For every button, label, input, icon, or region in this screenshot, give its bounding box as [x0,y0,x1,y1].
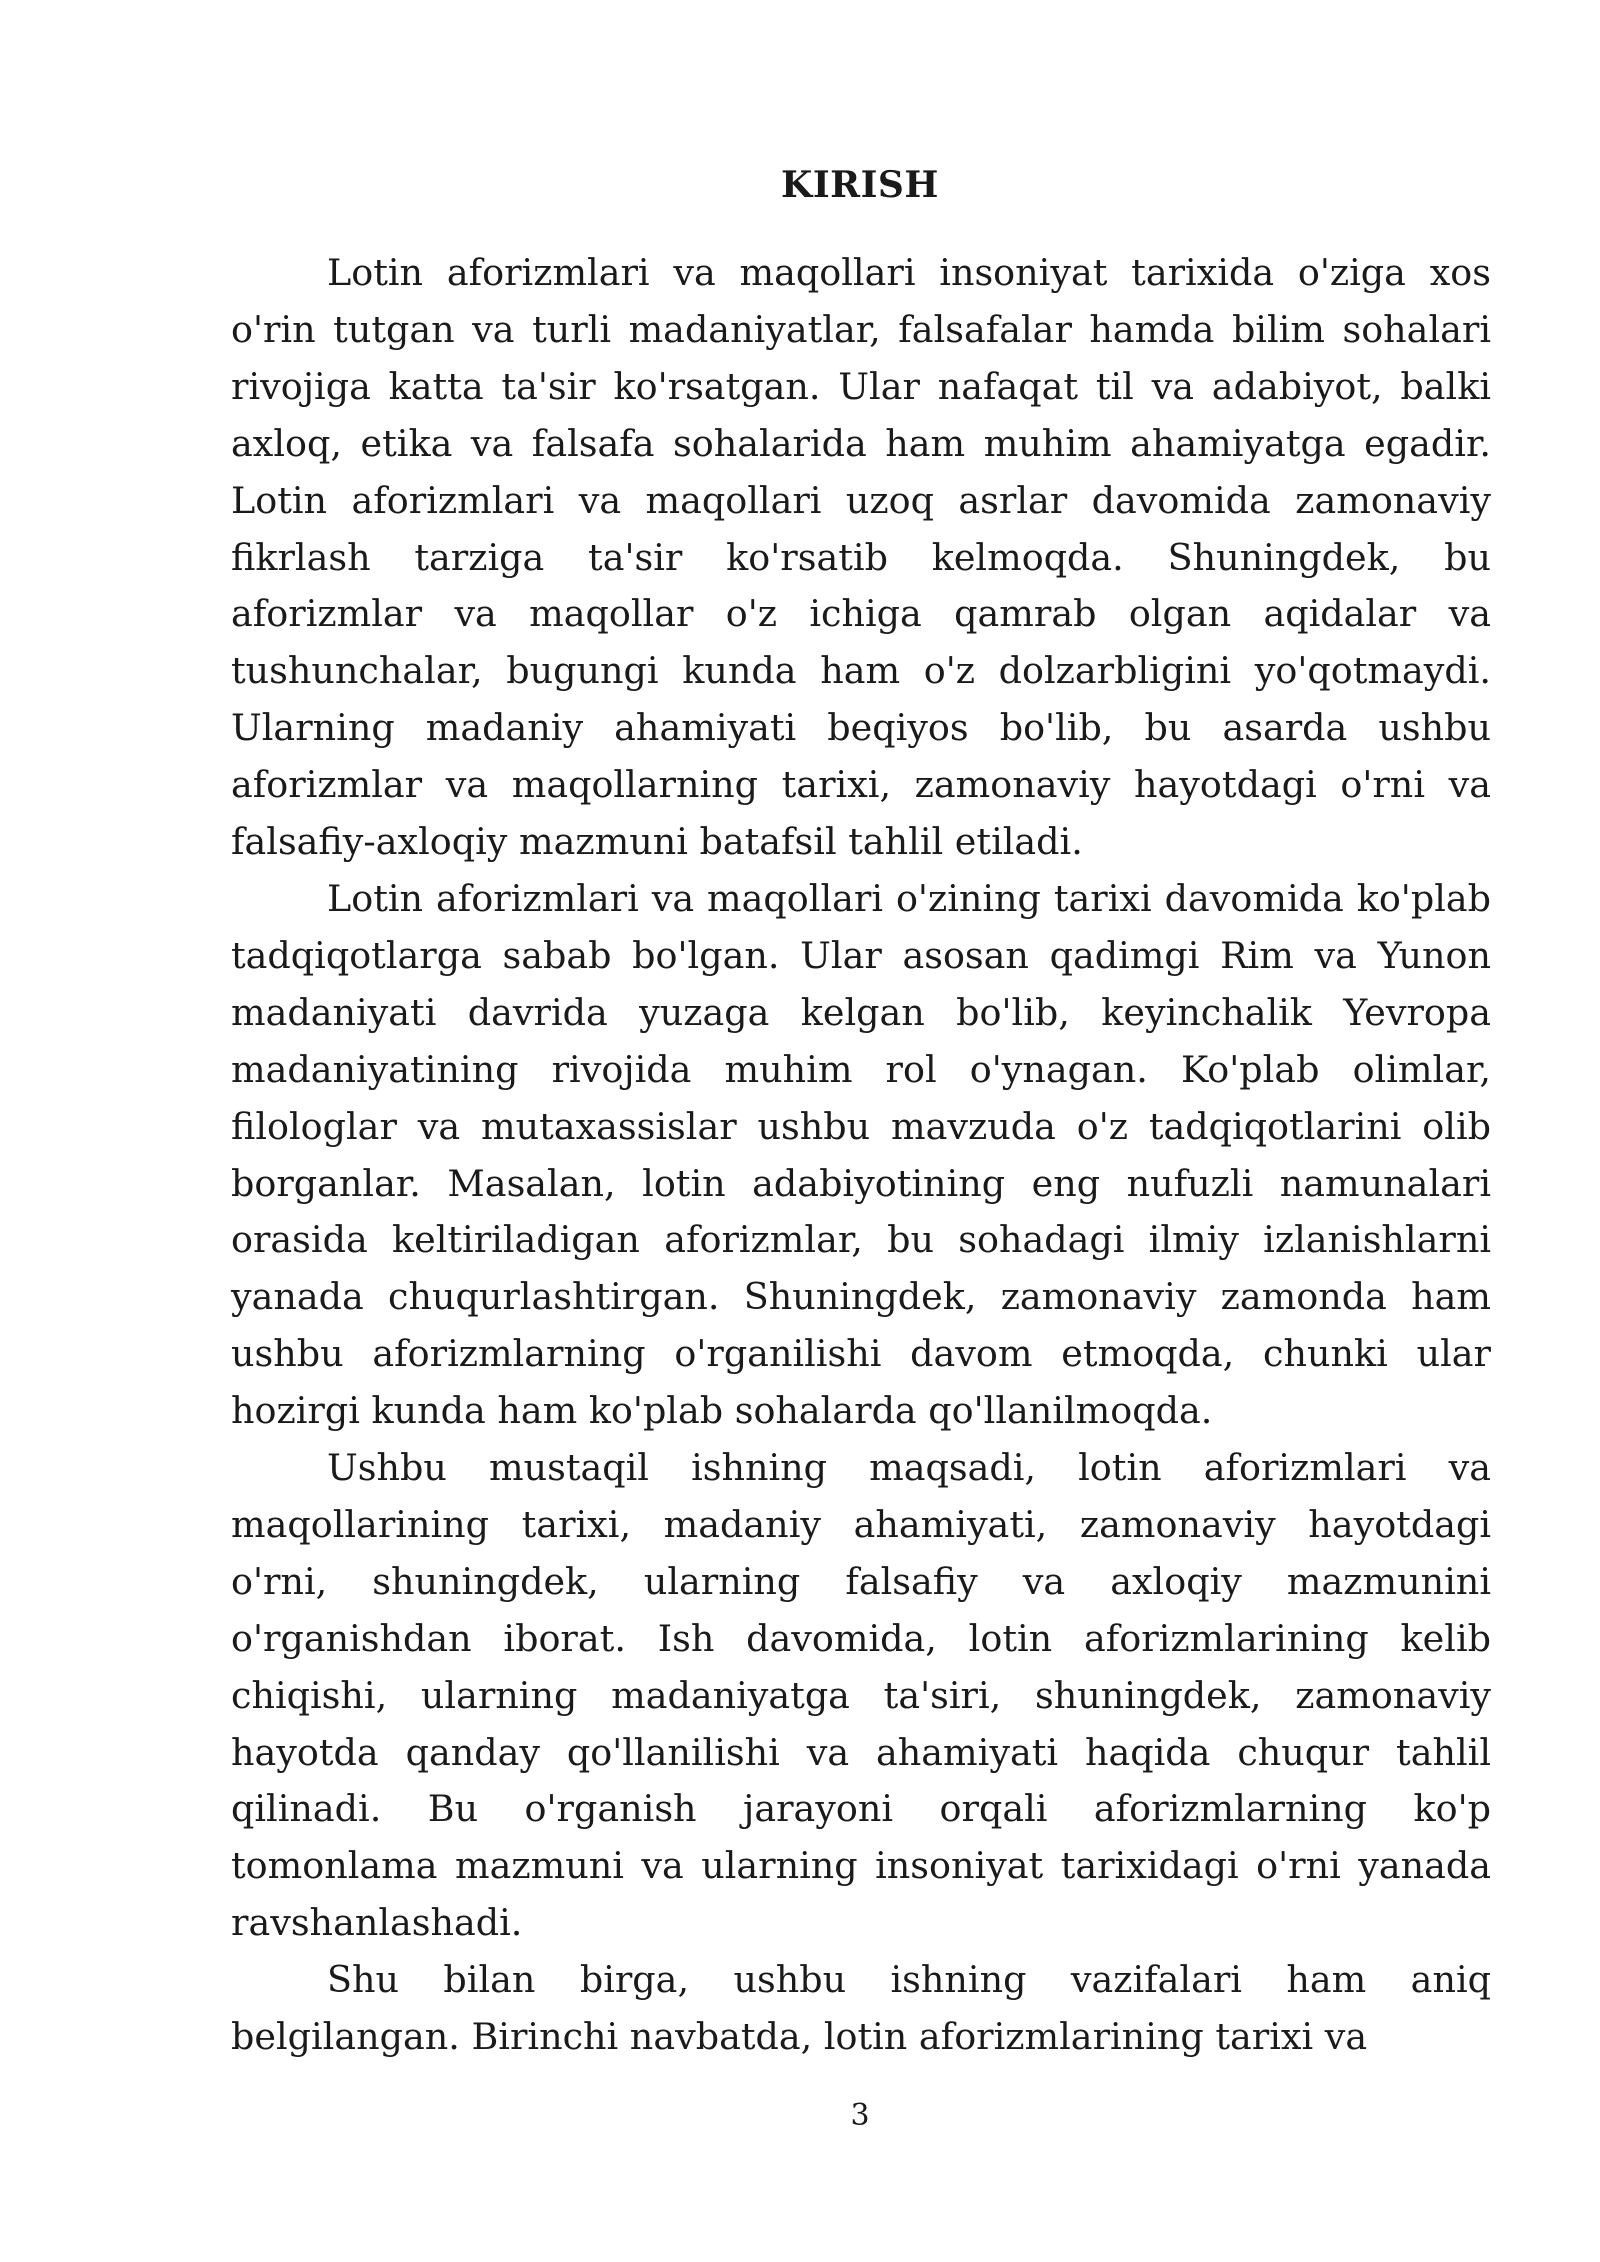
page-number: 3 [850,2098,870,2133]
body-text [231,245,1491,2066]
paragraph: Lotin aforizmlari va maqollari o'zining tarixi davomida ko'plab tadqiqotlarga sabab bo'lgan. Ular asosan qadimgi Rim va Yunon madaniyati davrida yuzaga kelgan bo'lib, keyinchalik Yevropa madaniyatining rivojida muhim rol o'ynagan. Ko'plab olimlar, filologlar va mutaxassislar ushbu mavzuda o'z tadqiqotlarini olib borganlar. Masalan, lotin adabiyotining eng nufuzli namunalari orasida keltiriladigan aforizmlar, bu sohadagi ilmiy izlanishlarni yanada chuqurlashtirgan. Shuningdek, zamonaviy zamonda ham ushbu aforizmlarning o'rganilishi davom etmoqda, chunki ular hozirgi kunda ham ko'plab sohalarda qo'llanilmoqda. [231,876,1491,1433]
section-heading: KIRISH [781,164,939,206]
paragraph: Shu bilan birga, ushbu ishning vazifalari ham aniq belgilangan. Birinchi navbatda, lotin aforizmlarining tarixi va [231,1958,1491,2059]
paragraph: Ushbu mustaqil ishning maqsadi, lotin aforizmlari va maqollarining tarixi, madaniy ahamiyati, zamonaviy hayotdagi o'rni, shuningdek, ularning falsafiy va axloqiy mazmunini o'rganishdan iborat. Ish davomida, lotin aforizmlarining kelib chiqishi, ularning madaniyatga ta'siri, shuningdek, zamonaviy hayotda qanday qo'llanilishi va ahamiyati haqida chuqur tahlil qilinadi. Bu o'rganish jarayoni orqali aforizmlarning ko'p tomonlama mazmuni va ularning insoniyat tarixidagi o'rni yanada ravshanlashadi. [231,1446,1491,1945]
paragraph: Lotin aforizmlari va maqollari insoniyat tarixida o'ziga xos o'rin tutgan va turli madaniyatlar, falsafalar hamda bilim sohalari rivojiga katta ta'sir ko'rsatgan. Ular nafaqat til va adabiyot, balki axloq, etika va falsafa sohalarida ham muhim ahamiyatga egadir. Lotin aforizmlari va maqollari uzoq asrlar davomida zamonaviy fikrlash tarziga ta'sir ko'rsatib kelmoqda. Shuningdek, bu aforizmlar va maqollar o'z ichiga qamrab olgan aqidalar va tushunchalar, bugungi kunda ham o'z dolzarbligini yo'qotmaydi. Ularning madaniy ahamiyati beqiyos bo'lib, bu asarda ushbu aforizmlar va maqollarning tarixi, zamonaviy hayotdagi o'rni va falsafiy-axloqiy mazmuni batafsil tahlil etiladi. [231,251,1491,864]
